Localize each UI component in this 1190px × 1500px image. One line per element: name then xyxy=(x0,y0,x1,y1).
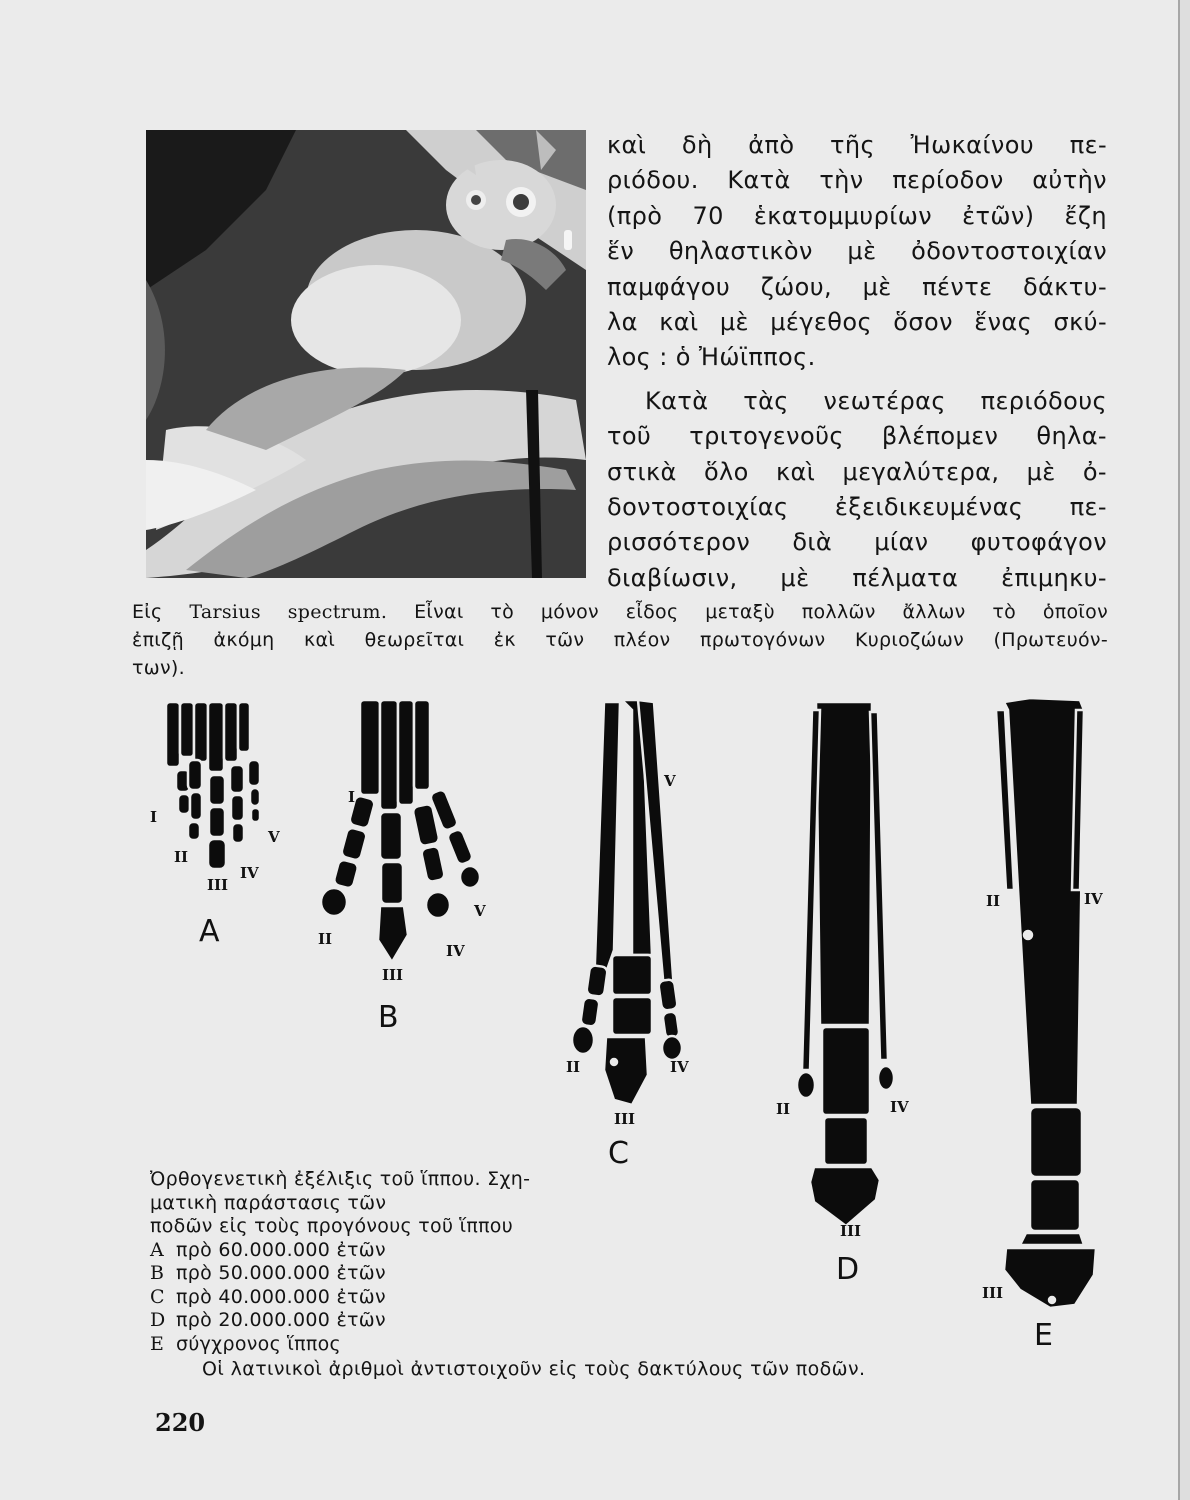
foot-a-diagram xyxy=(166,702,260,869)
numeral-label: II xyxy=(776,1100,791,1118)
numeral-label: V xyxy=(268,828,280,846)
caption-item xyxy=(150,1262,630,1286)
page-number: 220 xyxy=(155,1408,206,1437)
text-line: παμφάγου ζώου, μὲ πέντε δάκτυ- xyxy=(607,272,1107,301)
caption-item-key: D xyxy=(150,1309,166,1331)
text-line: λος : ὁ Ἠώϊππος. xyxy=(607,343,816,372)
diagram-letter-c: C xyxy=(608,1136,629,1171)
numeral-label: II xyxy=(318,930,333,948)
text-line: ἕν θηλαστικὸν μὲ ὀδοντοστοιχίαν xyxy=(607,237,1107,266)
caption-item-key: C xyxy=(150,1285,165,1308)
numeral-label: III xyxy=(840,1222,862,1240)
caption-item xyxy=(150,1333,630,1357)
caption-item-key: A xyxy=(150,1238,165,1261)
text-line: στικὰ ὅλο καὶ μεγαλύτερα, μὲ ὀ- xyxy=(607,457,1107,486)
diagram-letter-e: E xyxy=(1034,1318,1053,1353)
numeral-label: I xyxy=(150,808,158,826)
numeral-label: III xyxy=(982,1284,1004,1302)
caption-line: ἐπιζῇ ἀκόμη καὶ θεωρεῖται ἐκ τῶν πλέον πρωτογόνων Κυριοζώων (Πρωτευόν- xyxy=(132,629,1108,651)
text-line: Κατὰ τὰς νεωτέρας περιόδους xyxy=(645,386,1107,415)
text-line: διαβίωσιν, μὲ πέλματα ἐπιμηκυ- xyxy=(607,563,1107,592)
diagram-letter-b: B xyxy=(378,1000,399,1035)
caption-item-key: B xyxy=(150,1262,165,1284)
foot-c-diagram xyxy=(572,700,682,1105)
foot-e-diagram xyxy=(996,698,1096,1308)
foot-b-diagram xyxy=(321,698,480,962)
caption-line xyxy=(132,598,1108,626)
caption-lead: Εἰς xyxy=(132,601,163,623)
text-line: ριόδου. Κατὰ τὴν περίοδον αὐτὴν xyxy=(607,166,1107,195)
caption-item xyxy=(150,1309,630,1333)
caption-item-text: πρὸ 60.000.000 ἐτῶν xyxy=(176,1238,386,1261)
numeral-label: IV xyxy=(670,1058,689,1076)
photo-caption xyxy=(132,598,1108,682)
foot-d-diagram xyxy=(797,702,894,1226)
numeral-label: IV xyxy=(890,1098,909,1116)
numeral-label: III xyxy=(614,1110,636,1128)
numeral-label: V xyxy=(664,772,676,790)
numeral-label: II xyxy=(566,1058,581,1076)
caption-item xyxy=(150,1286,630,1310)
text-line: δοντοστοιχίας ἐξειδικευμένας πε- xyxy=(607,493,1107,522)
text-line: καὶ δὴ ἀπὸ τῆς Ἠωκαίνου πε- xyxy=(607,131,1107,159)
caption-line: ματικὴ παράστασις τῶν xyxy=(150,1191,387,1214)
figure-caption xyxy=(150,1168,630,1356)
numerals-note: Οἱ λατινικοὶ ἀριθμοὶ ἀντιστοιχοῦν εἰς τοὺς δακτύλους τῶν ποδῶν. xyxy=(202,1358,866,1380)
caption-item-text: πρὸ 40.000.000 ἐτῶν xyxy=(176,1285,386,1308)
caption-item-key: E xyxy=(150,1332,165,1355)
text-line: ρισσότερον διὰ μίαν φυτοφάγον xyxy=(607,528,1107,557)
numeral-label: III xyxy=(207,876,229,894)
caption-item xyxy=(150,1239,630,1263)
numeral-label: III xyxy=(382,966,404,984)
numeral-label: IV xyxy=(1084,890,1103,908)
caption-item-text: πρὸ 50.000.000 ἐτῶν xyxy=(176,1262,386,1284)
caption-latin-name: Tarsius spectrum. xyxy=(189,601,388,623)
numeral-label: II xyxy=(986,892,1001,910)
caption-line: των). xyxy=(132,657,185,679)
numeral-label: I xyxy=(348,788,356,806)
caption-text: Εἶναι τὸ μόνον εἶδος μεταξὺ πολλῶν ἄλλων τὸ ὁποῖον xyxy=(414,601,1109,623)
body-text xyxy=(607,128,1107,596)
caption-line: ποδῶν εἰς τοὺς προγόνους τοῦ ἵππου xyxy=(150,1215,514,1237)
numeral-label: V xyxy=(474,902,486,920)
numeral-label: IV xyxy=(240,864,259,882)
text-line: (πρὸ 70 ἑκατομμυρίων ἐτῶν) ἔζη xyxy=(607,201,1107,230)
caption-item-text: πρὸ 20.000.000 ἐτῶν xyxy=(176,1309,386,1331)
diagram-letter-a: A xyxy=(199,914,220,949)
numeral-label: II xyxy=(174,848,189,866)
text-line: τοῦ τριτογενοῦς βλέπομεν θηλα- xyxy=(607,422,1107,451)
diagram-letter-d: D xyxy=(836,1252,860,1287)
tarsier-photo xyxy=(146,130,586,578)
numeral-label: IV xyxy=(446,942,465,960)
caption-item-text: σύγχρονος ἵππος xyxy=(176,1332,341,1355)
text-line: λα καὶ μὲ μέγεθος ὅσον ἕνας σκύ- xyxy=(607,308,1107,337)
caption-line: Ὀρθογενετικὴ ἐξέλιξις τοῦ ἵππου. Σχη- xyxy=(150,1168,531,1190)
